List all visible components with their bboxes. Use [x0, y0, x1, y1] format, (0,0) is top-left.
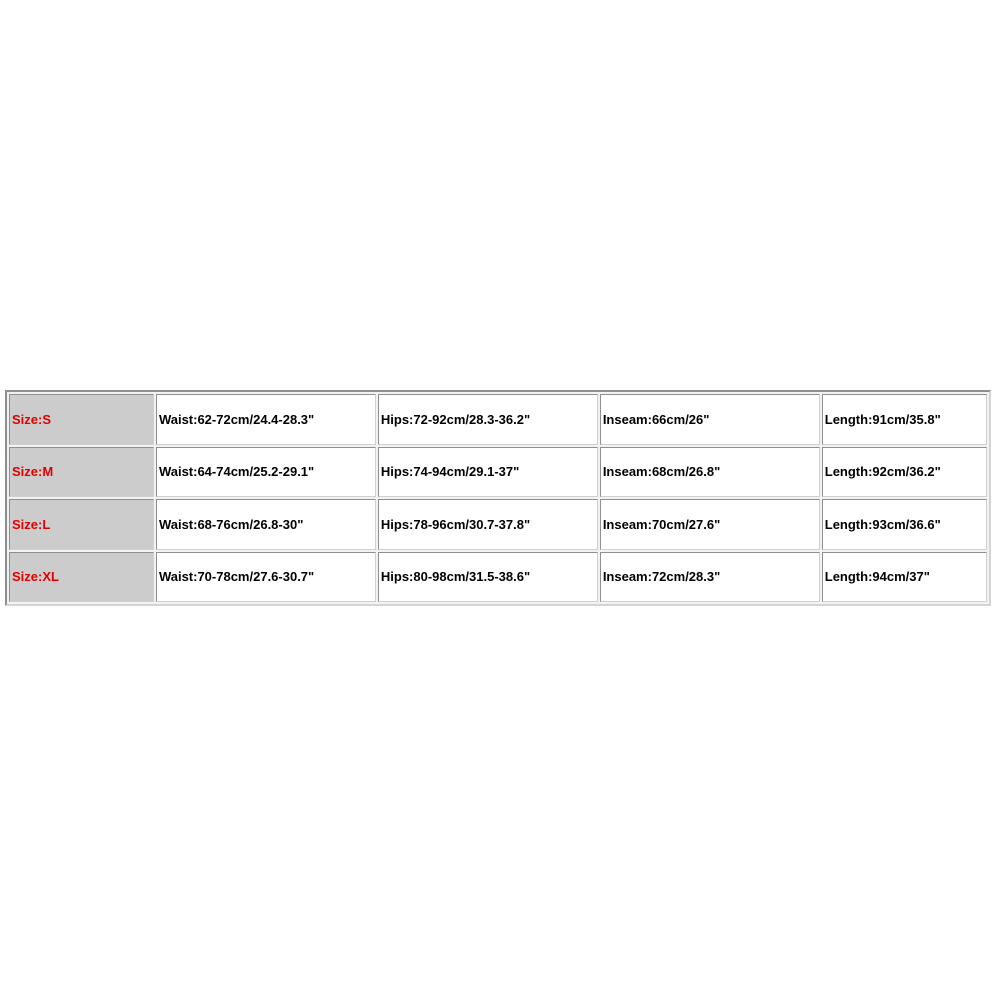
size-chart-table	[5, 390, 991, 606]
waist-cell: Waist:70-78cm/27.6-30.7"	[156, 552, 376, 603]
table-row	[9, 447, 987, 498]
inseam-cell: Inseam:72cm/28.3"	[600, 552, 820, 603]
length-cell: Length:93cm/36.6"	[822, 499, 987, 550]
waist-cell: Waist:68-76cm/26.8-30"	[156, 499, 376, 550]
inseam-cell: Inseam:70cm/27.6"	[600, 499, 820, 550]
length-cell: Length:94cm/37"	[822, 552, 987, 603]
length-cell: Length:91cm/35.8"	[822, 394, 987, 445]
size-label: Size:XL	[9, 552, 154, 603]
inseam-cell: Inseam:66cm/26"	[600, 394, 820, 445]
table-row	[9, 394, 987, 445]
hips-cell: Hips:74-94cm/29.1-37"	[378, 447, 598, 498]
hips-cell: Hips:80-98cm/31.5-38.6"	[378, 552, 598, 603]
table-row	[9, 499, 987, 550]
length-cell: Length:92cm/36.2"	[822, 447, 987, 498]
inseam-cell: Inseam:68cm/26.8"	[600, 447, 820, 498]
hips-cell: Hips:78-96cm/30.7-37.8"	[378, 499, 598, 550]
hips-cell: Hips:72-92cm/28.3-36.2"	[378, 394, 598, 445]
size-label: Size:M	[9, 447, 154, 498]
waist-cell: Waist:64-74cm/25.2-29.1"	[156, 447, 376, 498]
waist-cell: Waist:62-72cm/24.4-28.3"	[156, 394, 376, 445]
size-label: Size:S	[9, 394, 154, 445]
table-row	[9, 552, 987, 603]
size-label: Size:L	[9, 499, 154, 550]
